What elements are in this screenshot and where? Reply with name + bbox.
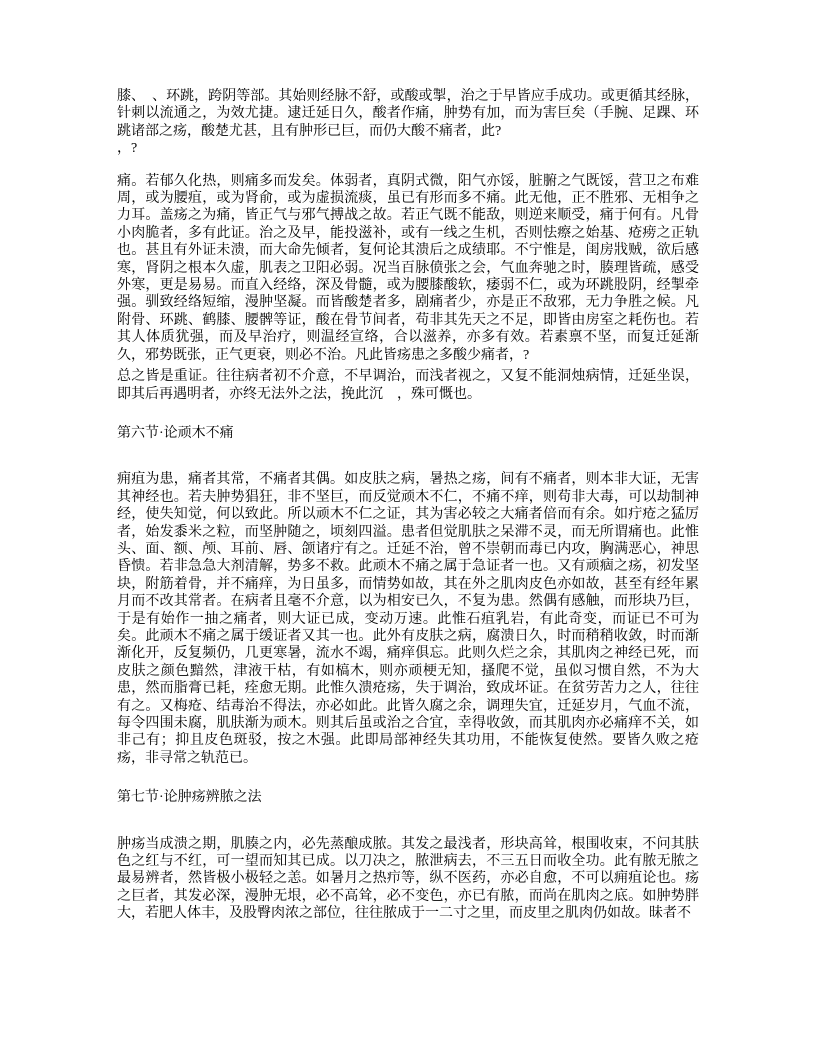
paragraph-section-7-body: 肿疡当成溃之期，肌腠之内，必先蒸酿成脓。其发之最浅者，形块高耸，根围收束，不问其肤色之红与不红，可一望而知其已成。以刀决之，脓泄病去，不三五日而收全功。此有脓无脓之最易辨者，然皆极小极轻之恙。如暑月之热疖等，纵不医药，亦必自愈，不可以痈疽论也。疡之巨者，其发必深，漫肿无垠，必不高耸，必不变色，亦已有脓，而尚在肌肉之底。如肿势胖大，若肥人体丰，及股臀肉浓之部位，往往脓成于一二寸之里，而皮里之肌肉仍如故。昧者不	[117, 836, 699, 922]
section-heading-6: 第六节·论顽木不痛	[117, 425, 234, 441]
paragraph-section-6-body: 痈疽为患，痛者其常，不痛者其偶。如皮肤之病，暑热之疡，间有不痛者，则本非大证，无害其神经也。若夫肿势猖狂，非不坚巨，而反觉顽木不仁，不痛不痒，则苟非大毒，可以劫制神经，使失知觉，何以致此。所以顽木不仁之证，其为害必较之大痛者倍而有余。如疔疮之猛厉者，始发黍米之粒，而坚肿随之，顷刻四溢。患者但觉肌肤之呆滞不灵，而无所谓痛也。此惟头、面、额、颅、耳前、唇、颌诸疔有之。迁延不治，曾不崇朝而毒已内攻，胸满恶心，神思昏愦。若非急急大剂清解，势多不救。此顽木不痛之属于急证者一也。又有顽痼之疡，初发坚块，附筋着骨，并不痛痒，为日虽多，而情势如故，其在外之肌肉皮色亦如故，甚至有经年累月而不改其常者。在病者且毫不介意，以为相安已久，不复为患。然偶有感触，而形块乃巨，于是有始作一抽之痛者，则大证已成，变动万速。此惟石疽乳岩，有此奇变，而证已不可为矣。此顽木不痛之属于缓证者又其一也。此外有皮肤之病，腐溃日久，时而稍稍收敛，时而渐渐化开，反复频仍，几更寒暑，流水不竭，痛痒俱忘。此则久烂之余，其肌肉之神经已死，而皮肤之颜色黯然，津液干枯，有如槁木，则亦顽梗无知，搔爬不觉，虽似习惯自然，不为大患，然而脂膏已耗，痊愈无期。此惟久溃疮疡，失于调治，致成坏证。在贫劳苦力之人，往往有之。又梅疮、结毒治不得法，亦必如此。此皆久腐之余，调理失宜，迁延岁月，气血不流，每令四围未腐，肌肤渐为顽木。则其后虽或治之合宜，幸得收敛，而其肌肉亦必痛痒不关，如非己有；抑且皮色斑驳，按之木强。此即局部神经失其功用，不能恢复使然。要皆久败之疮疡，非寻常之轨范已。	[117, 472, 699, 766]
paragraph-pain-discussion: 痛。若郁久化热，则痛多而发矣。体弱者，真阴式微，阳气亦馁，脏腑之气既馁，营卫之布难周，或为腰疽，或为肾俞，或为虚损流痰，虽已有形而多不痛。此无他，正不胜邪、无相争之力耳。盖疡之为痛，皆正气与邪气搏战之故。若正气既不能敌，则逆来顺受，痛于何有。凡骨小肉脆者，多有此证。治之及早，能投滋补，或有一线之生机，否则怯瘵之始基、疮痨之正轨也。甚且有外证未溃，而大命先倾者，复何论其溃后之成绩耶。不宁惟是，闺房戕贼，欲后感寒，肾阴之根本久虚，肌表之卫阳必弱。况当百脉偾张之会，气血奔驰之时，腠理皆疏，感受外寒，更是易易。而直入经络，深及骨髓，或为腰膝酸软，痿弱不仁，或为环跳股阴，经掣牵强。驯致经络短缩，漫肿坚凝。而皆酸楚者多，剧痛者少，亦是正不敌邪，无力争胜之候。凡附骨、环跳、鹤膝、腰髀等证，酸在骨节间者，苟非其先天之不足，即皆由房室之耗伤也。若其人体质犹强，而及早治疗，则温经宣络，合以滋养，亦多有效。若素禀不坚，而复迁延渐久，邪势既张，正气更衰，则必不治。凡此皆疡患之多酸少痛者，?	[117, 173, 699, 363]
paragraph-fragment: ，?	[117, 141, 138, 157]
paragraph-summary: 总之皆是重证。往往病者初不介意，不早调治，而浅者视之，又复不能洞烛病情，迁延坐误，即其后再遇明者，亦终无法外之法，挽此沉 ，殊可慨也。	[117, 369, 699, 402]
document-page	[117, 88, 699, 923]
paragraph-continuation: 膝、 、环跳，跨阴等部。其始则经脉不舒，或酸或掣，治之于早皆应手成功。或更循其经脉，针刺以流通之，为效尤捷。逮迁延日久，酸者作痛，肿势有加，而为害巨矣（手腕、足踝、环跳诸部之疡，酸楚尤甚，且有肿形已巨，而仍大酸不痛者，此?	[117, 89, 699, 139]
section-heading-7: 第七节·论肿疡辨脓之法	[117, 790, 262, 806]
